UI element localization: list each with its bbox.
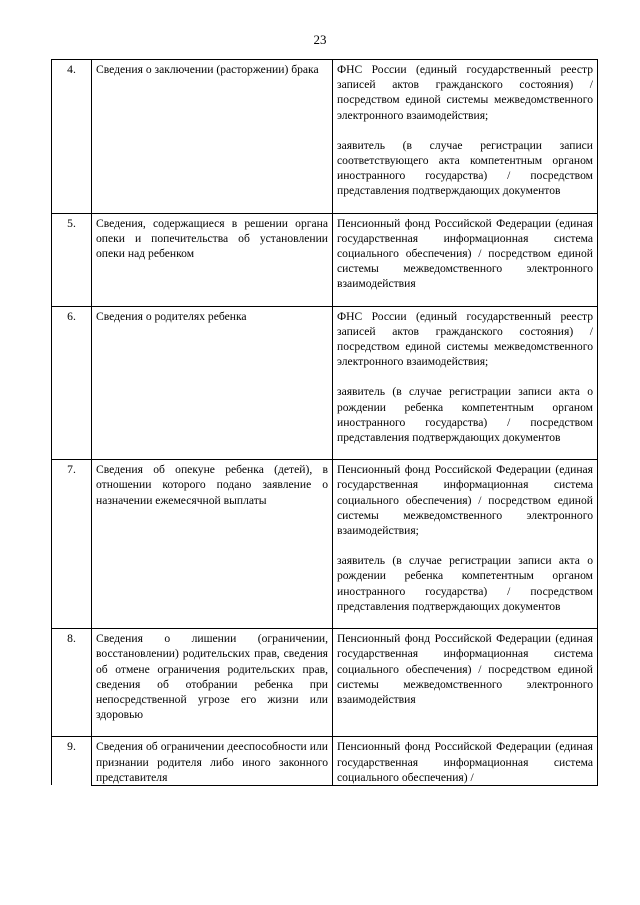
table-row xyxy=(52,460,598,629)
info-description: Сведения об опекуне ребенка (детей), в отношении которого подано заявление о назначении ежемесячной выплаты xyxy=(92,460,333,629)
source-paragraph: ФНС России (единый государственный реестр записей актов гражданского состояния) / посредством единой системы межведомственного электронного взаимодействия; xyxy=(337,309,593,369)
info-source xyxy=(333,629,598,737)
info-description: Сведения о лишении (ограничении, восстановлении) родительских прав, сведения об отмене ограничения родительских прав, сведения об отобрании ребенка при непосредственной угрозе его жизни или здоровью xyxy=(92,629,333,737)
info-description: Сведения о заключении (расторжении) брака xyxy=(92,60,333,214)
info-source xyxy=(333,213,598,306)
info-description: Сведения, содержащиеся в решении органа опеки и попечительства об установлении опеки над ребенком xyxy=(92,213,333,306)
info-sources-table xyxy=(51,59,598,786)
table-row xyxy=(52,306,598,460)
source-paragraph: заявитель (в случае регистрации записи соответствующего акта компетентным органом иностранного государства) / посредством представления подтверждающих документов xyxy=(337,138,593,198)
row-number: 9. xyxy=(52,737,92,786)
source-paragraph: Пенсионный фонд Российской Федерации (единая государственная информационная система социального обеспечения) / посредством единой системы межведомственного электронного взаимодействия; xyxy=(337,463,593,538)
table-row xyxy=(52,629,598,737)
info-source xyxy=(333,306,598,460)
info-description: Сведения об ограничении дееспособности или признании родителя либо иного законного представителя xyxy=(92,737,333,786)
source-paragraph: заявитель (в случае регистрации записи акта о рождении ребенка компетентным органом иностранного государства) / посредством представления подтверждающих документов xyxy=(337,554,593,613)
source-paragraph: ФНС России (единый государственный реестр записей актов гражданского состояния) / посредством единой системы межведомственного электронного взаимодействия; xyxy=(337,63,593,122)
table-row xyxy=(52,213,598,306)
info-source xyxy=(333,460,598,629)
source-paragraph: Пенсионный фонд Российской Федерации (единая государственная информационная система социального обеспечения) / посредством единой системы межведомственного электронного взаимодействия xyxy=(337,632,593,706)
table-row xyxy=(52,60,598,214)
row-number: 4. xyxy=(52,60,92,214)
row-number: 7. xyxy=(52,460,92,629)
source-paragraph: заявитель (в случае регистрации записи акта о рождении ребенка компетентным органом иностранного государства) / посредством представления подтверждающих документов xyxy=(337,385,593,445)
row-number: 8. xyxy=(52,629,92,737)
source-paragraph: Пенсионный фонд Российской Федерации (единая государственная информационная система социального обеспечения) / посредством единой системы межведомственного электронного взаимодействия xyxy=(337,216,593,291)
info-source xyxy=(333,737,598,786)
info-source xyxy=(333,60,598,214)
page-number: 23 xyxy=(313,32,327,47)
table-row xyxy=(52,737,598,786)
row-number: 5. xyxy=(52,213,92,306)
source-paragraph: Пенсионный фонд Российской Федерации (единая государственная информационная система социального обеспечения) / xyxy=(337,740,593,784)
info-description: Сведения о родителях ребенка xyxy=(92,306,333,460)
row-number: 6. xyxy=(52,306,92,460)
